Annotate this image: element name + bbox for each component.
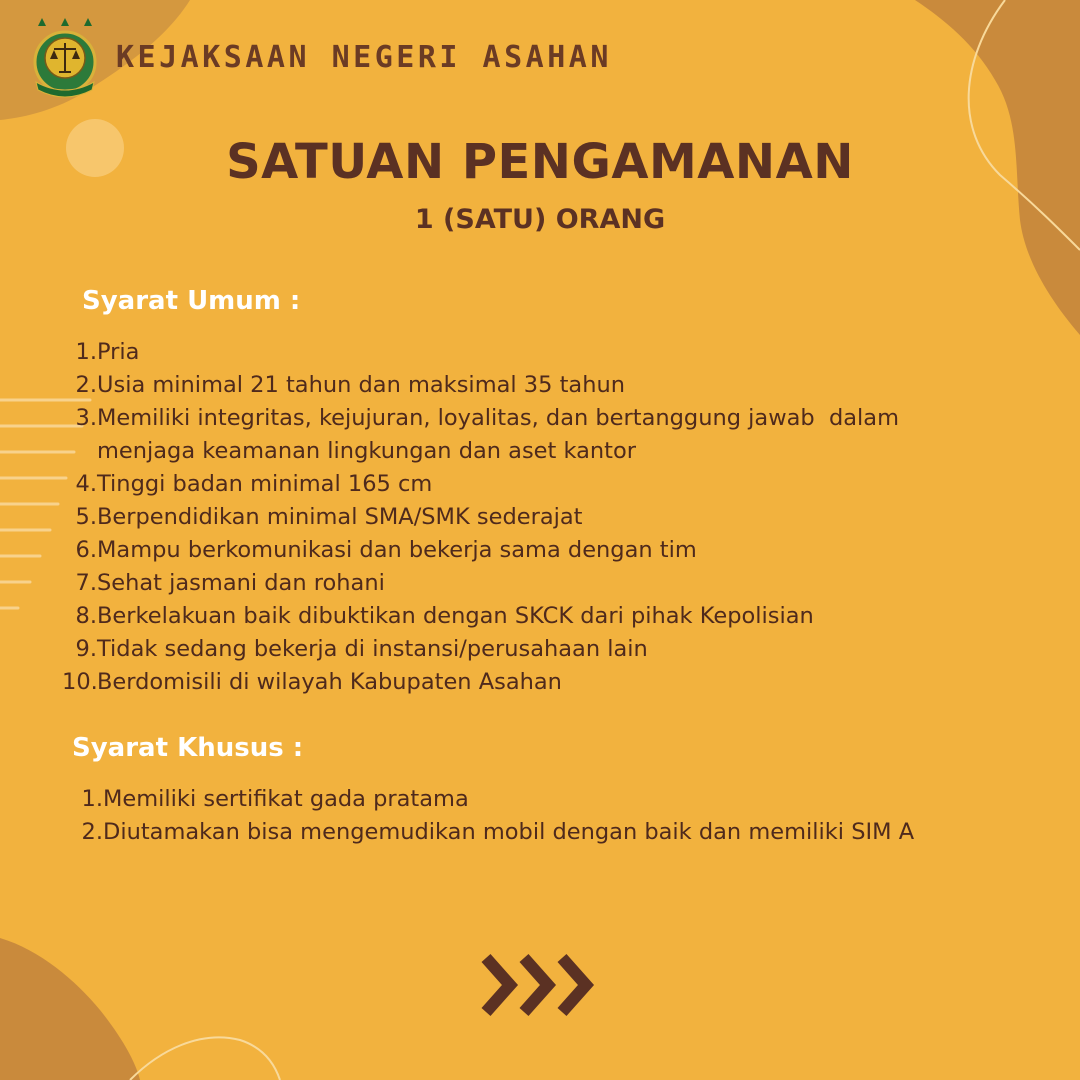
general-requirement-item (62, 336, 899, 369)
item-text: Mampu berkomunikasi dan bekerja sama dengan tim (97, 537, 697, 563)
kejaksaan-emblem-icon (26, 16, 104, 98)
general-requirement-item (62, 600, 899, 633)
item-text: Berpendidikan minimal SMA/SMK sederajat (97, 504, 583, 530)
item-number: 9. (75, 636, 97, 662)
item-text-continued: menjaga keamanan lingkungan dan aset kantor (97, 438, 637, 464)
header (26, 16, 612, 98)
general-requirement-item (62, 567, 899, 600)
item-text: Diutamakan bisa mengemudikan mobil dengan baik dan memiliki SIM A (103, 819, 915, 845)
general-requirement-item (62, 501, 899, 534)
item-text: Usia minimal 21 tahun dan maksimal 35 tahun (97, 372, 625, 398)
item-number: 3. (75, 405, 97, 431)
general-requirement-item (62, 666, 899, 699)
item-number: 10. (62, 669, 98, 695)
item-text: Sehat jasmani dan rohani (97, 570, 385, 596)
triple-chevron-right-icon (478, 950, 602, 1020)
item-text: Memiliki integritas, kejujuran, loyalitas, dan bertanggung jawab dalam (97, 405, 900, 431)
item-number: 6. (75, 537, 97, 563)
general-requirement-item (62, 369, 899, 402)
item-number: 4. (75, 471, 97, 497)
item-number: 7. (75, 570, 97, 596)
special-requirement-item (68, 783, 914, 816)
item-text: Memiliki sertifikat gada pratama (103, 786, 469, 812)
special-requirements-heading: Syarat Khusus : (72, 733, 304, 763)
special-requirements-list (68, 783, 914, 849)
item-number: 8. (75, 603, 97, 629)
special-requirement-item (68, 816, 914, 849)
general-requirement-item (62, 534, 899, 567)
item-number: 1. (81, 786, 103, 812)
position-count: 1 (SATU) ORANG (414, 204, 666, 235)
general-requirement-item (62, 633, 899, 666)
item-number: 2. (75, 372, 97, 398)
item-number: 1. (75, 339, 97, 365)
item-text: Berkelakuan baik dibuktikan dengan SKCK dari pihak Kepolisian (97, 603, 814, 629)
item-text: Tidak sedang bekerja di instansi/perusahaan lain (97, 636, 648, 662)
item-number: 5. (75, 504, 97, 530)
bottom-left-curve-line (130, 1037, 280, 1080)
general-requirements-heading: Syarat Umum : (82, 286, 301, 316)
general-requirement-item (62, 402, 899, 468)
item-text: Berdomisili di wilayah Kabupaten Asahan (97, 669, 562, 695)
general-requirements-list (62, 336, 899, 699)
page-title: SATUAN PENGAMANAN (226, 134, 854, 190)
bottom-left-blob (0, 938, 140, 1080)
organization-name: KEJAKSAAN NEGERI ASAHAN (116, 39, 612, 75)
item-number: 2. (81, 819, 103, 845)
item-text: Tinggi badan minimal 165 cm (97, 471, 433, 497)
item-text: Pria (97, 339, 140, 365)
general-requirement-item (62, 468, 899, 501)
